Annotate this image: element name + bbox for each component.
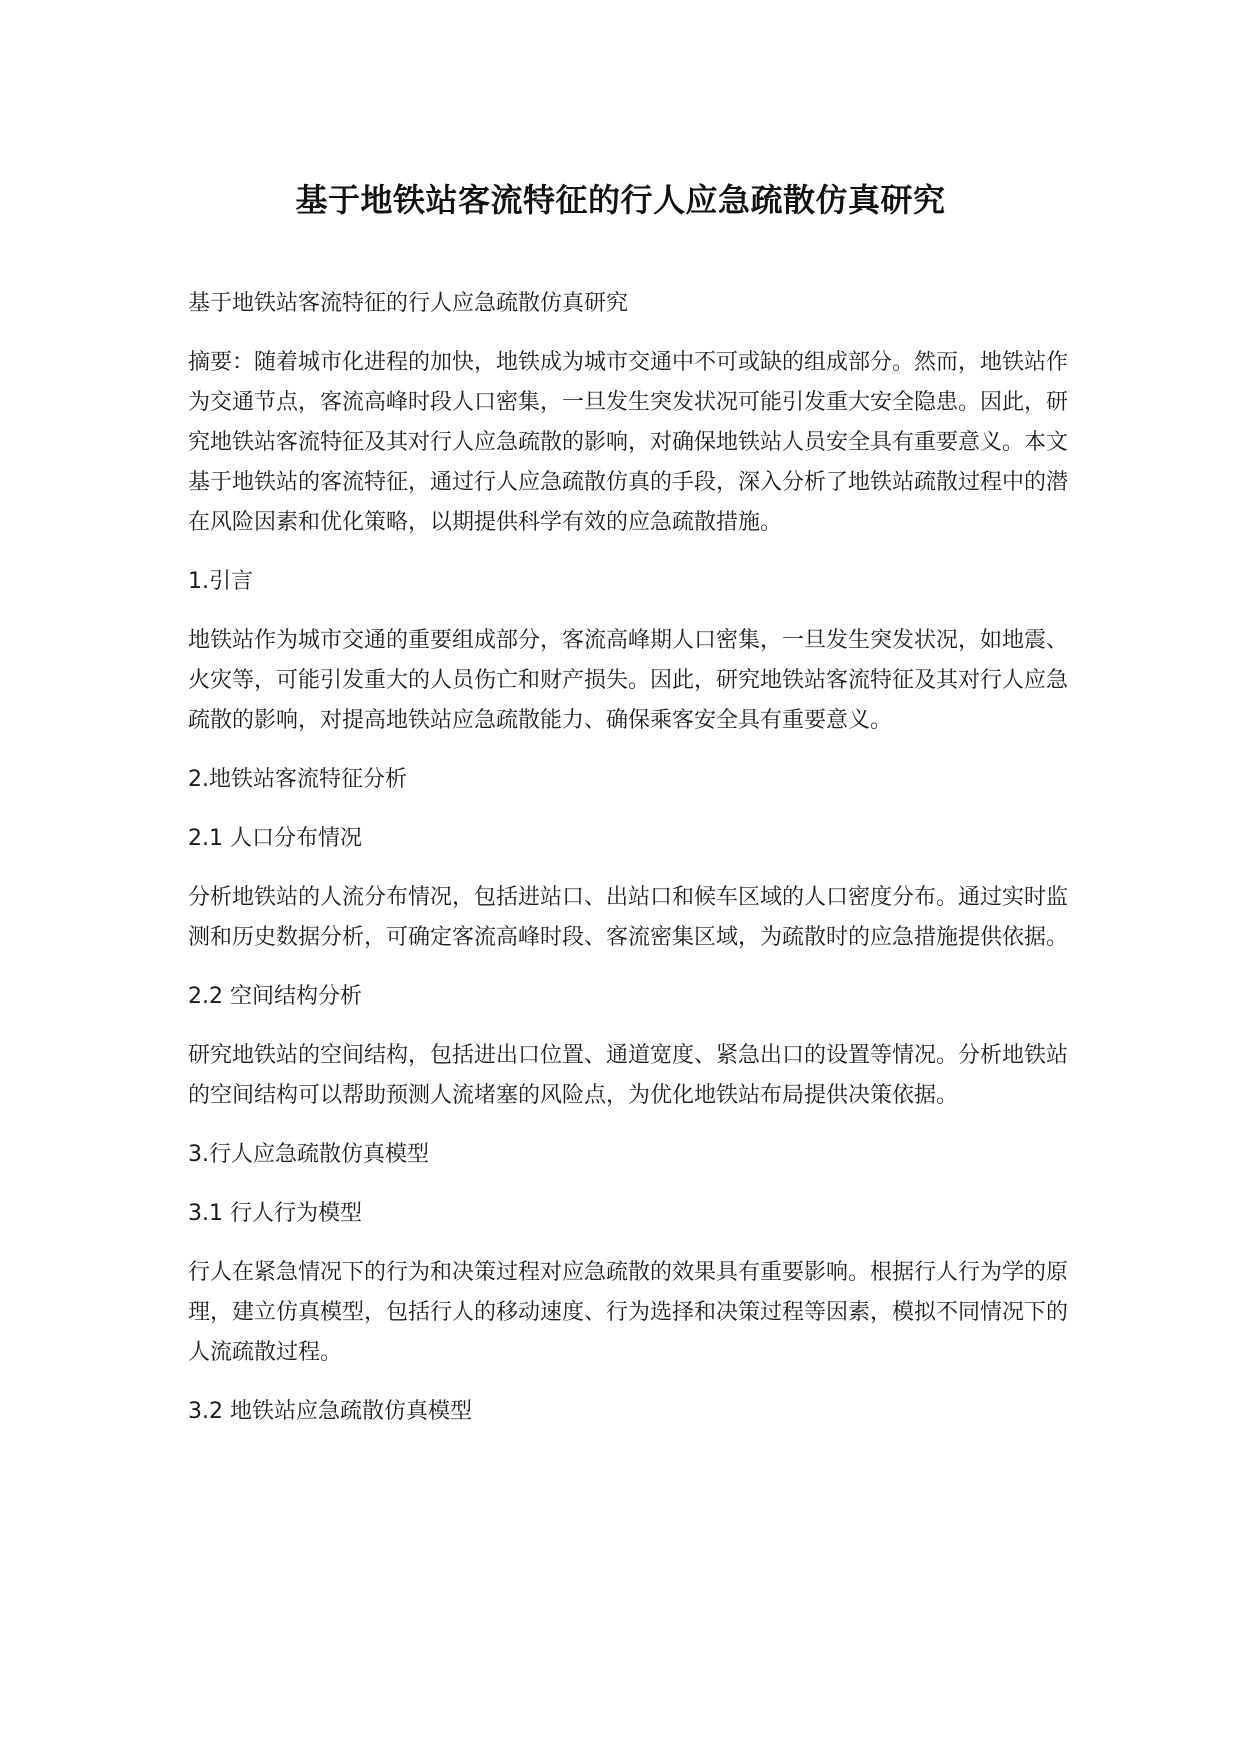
section-heading-3: 3.行人应急疏散仿真模型 [188, 1142, 429, 1167]
subsection-heading-2-2: 2.2 空间结构分析 [188, 984, 362, 1009]
population-distribution-paragraph: 分析地铁站的人流分布情况，包括进站口、出站口和候车区域的人口密度分布。通过实时监测和历史数据分析，可确定客流高峰时段、客流密集区域，为疏散时的应急措施提供依据。 [188, 885, 1069, 950]
spatial-structure-paragraph: 研究地铁站的空间结构，包括进出口位置、通道宽度、紧急出口的设置等情况。分析地铁站的空间结构可以帮助预测人流堵塞的风险点，为优化地铁站布局提供决策依据。 [188, 1043, 1069, 1108]
subsection-heading-2-1: 2.1 人口分布情况 [188, 826, 362, 851]
subsection-heading-3-1: 3.1 行人行为模型 [188, 1201, 362, 1226]
document-body [188, 284, 1068, 1432]
subtitle-paragraph: 基于地铁站客流特征的行人应急疏散仿真研究 [188, 291, 629, 316]
pedestrian-behavior-paragraph: 行人在紧急情况下的行为和决策过程对应急疏散的效果具有重要影响。根据行人行为学的原理，建立仿真模型，包括行人的移动速度、行为选择和决策过程等因素，模拟不同情况下的人流疏散过程。 [188, 1260, 1069, 1365]
abstract-paragraph: 摘要：随着城市化进程的加快，地铁成为城市交通中不可或缺的组成部分。然而，地铁站作为交通节点，客流高峰时段人口密集，一旦发生突发状况可能引发重大安全隐患。因此，研究地铁站客流特征及其对行人应急疏散的影响，对确保地铁站人员安全具有重要意义。本文基于地铁站的客流特征，通过行人应急疏散仿真的手段，深入分析了地铁站疏散过程中的潜在风险因素和优化策略，以期提供科学有效的应急疏散措施。 [188, 350, 1069, 535]
subsection-heading-3-2: 3.2 地铁站应急疏散仿真模型 [188, 1399, 472, 1424]
section-heading-2: 2.地铁站客流特征分析 [188, 767, 407, 792]
document-title: 基于地铁站客流特征的行人应急疏散仿真研究 [295, 181, 946, 219]
section-heading-1: 1.引言 [188, 569, 253, 594]
introduction-paragraph: 地铁站作为城市交通的重要组成部分，客流高峰期人口密集，一旦发生突发状况，如地震、火灾等，可能引发重大的人员伤亡和财产损失。因此，研究地铁站客流特征及其对行人应急疏散的影响，对提高地铁站应急疏散能力、确保乘客安全具有重要意义。 [188, 628, 1069, 733]
